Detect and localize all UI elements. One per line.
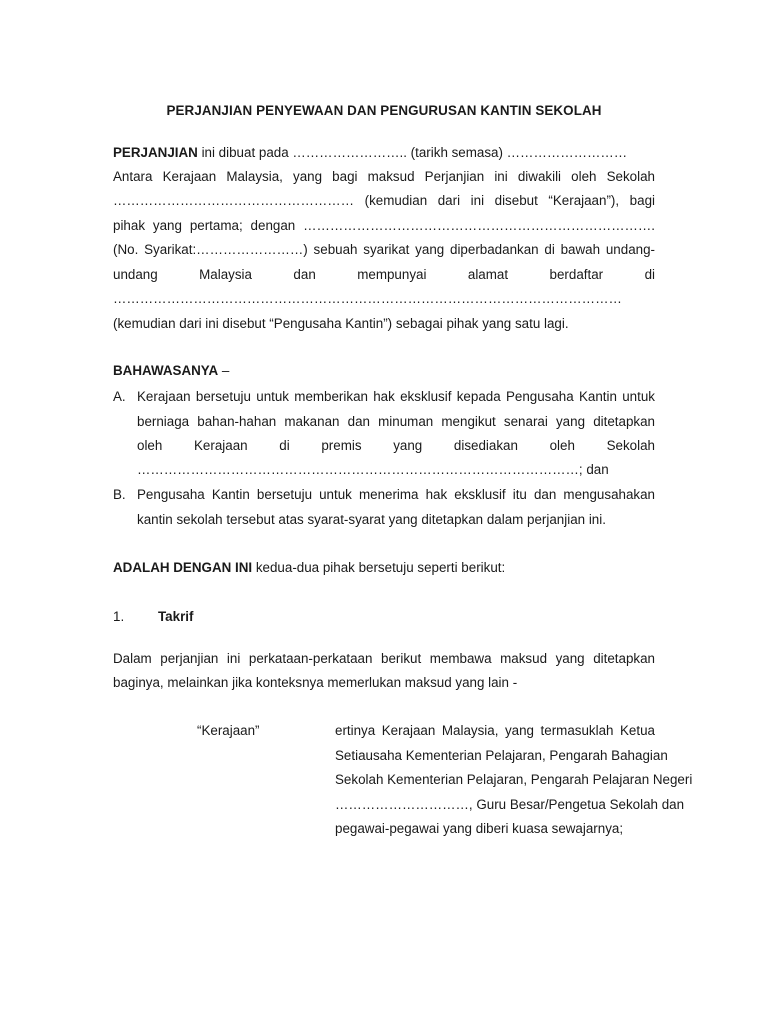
definition-line-3: Sekolah Kementerian Pelajaran, Pengarah Pelajaran Negeri — [335, 772, 693, 787]
item-a-line-4: ………………………………………………………………………………………; dan — [137, 462, 609, 477]
item-a-line-1: Kerajaan bersetuju untuk memberikan hak eksklusif kepada Pengusaha Kantin untuk — [137, 389, 655, 404]
adalah-line — [113, 559, 505, 577]
item-a-letter: A. — [113, 389, 126, 404]
definition-line-1: ertinya Kerajaan Malaysia, yang termasuklah Ketua — [335, 723, 655, 738]
intro-line-7: …………………………………………………………………………………………………… — [113, 291, 622, 306]
item-a-line-3: oleh Kerajaan di premis yang disediakan oleh Sekolah — [137, 438, 655, 453]
section-1-para-line-1: Dalam perjanjian ini perkataan-perkataan berikut membawa maksud yang ditetapkan — [113, 651, 655, 666]
intro-line-1 — [113, 144, 627, 162]
intro-line-4: pihak yang pertama; dengan ……………………………………………………………………. — [113, 218, 655, 233]
intro-line-2: Antara Kerajaan Malaysia, yang bagi maksud Perjanjian ini diwakili oleh Sekolah — [113, 169, 655, 184]
item-b-line-1: Pengusaha Kantin bersetuju untuk menerima hak eksklusif itu dan mengusahakan — [137, 487, 655, 502]
definition-line-5: pegawai-pegawai yang diberi kuasa sewajarnya; — [335, 821, 624, 836]
adalah-lead: ADALAH DENGAN INI — [113, 560, 253, 575]
section-1-number: 1. — [113, 609, 125, 624]
bahawasanya-heading-dash: – — [218, 363, 230, 378]
adalah-rest: kedua-dua pihak bersetuju seperti berikut: — [252, 560, 506, 575]
document-title: PERJANJIAN PENYEWAAN DAN PENGURUSAN KANTIN SEKOLAH — [166, 103, 602, 118]
bahawasanya-heading-bold: BAHAWASANYA — [113, 363, 219, 378]
intro-line-1-text: ini dibuat pada …………………….. (tarikh semasa) ……………………… — [197, 145, 628, 160]
item-b-letter: B. — [113, 487, 126, 502]
intro-line-5: (No. Syarikat:……………………) sebuah syarikat yang diperbadankan di bawah undang- — [113, 242, 655, 257]
intro-line-3: ……………………………………………… (kemudian dari ini disebut “Kerajaan”), bagi — [113, 193, 655, 208]
item-a-line-2: berniaga bahan-hahan makanan dan minuman mengikut senarai yang ditetapkan — [137, 414, 655, 429]
section-1-para-line-2: baginya, melainkan jika konteksnya memerlukan maksud yang lain - — [113, 675, 518, 690]
definition-line-2: Setiausaha Kementerian Pelajaran, Pengarah Bahagian — [335, 748, 668, 763]
intro-line-8: (kemudian dari ini disebut “Pengusaha Kantin”) sebagai pihak yang satu lagi. — [113, 316, 569, 331]
definition-line-4: …………………………, Guru Besar/Pengetua Sekolah dan — [335, 797, 685, 812]
item-b-line-2: kantin sekolah tersebut atas syarat-syarat yang ditetapkan dalam perjanjian ini. — [137, 512, 606, 527]
intro-line-6: undang Malaysia dan mempunyai alamat berdaftar di — [113, 267, 655, 282]
bahawasanya-heading — [113, 362, 229, 380]
intro-lead: PERJANJIAN — [113, 145, 198, 160]
definition-term: “Kerajaan” — [197, 723, 260, 738]
section-1-heading: Takrif — [158, 609, 194, 624]
